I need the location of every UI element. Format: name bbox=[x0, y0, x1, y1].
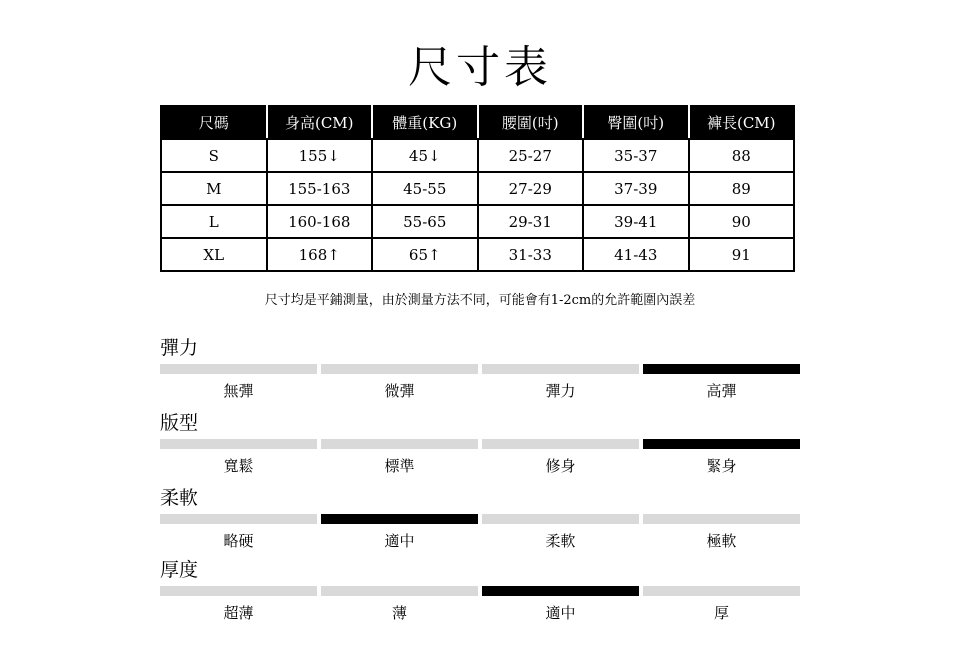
scale-bar bbox=[160, 586, 800, 596]
scale-labels bbox=[160, 380, 800, 401]
section-thickness bbox=[160, 558, 800, 623]
scale-segment bbox=[321, 439, 478, 449]
page-title: 尺寸表 bbox=[408, 42, 552, 93]
scale-segment bbox=[160, 439, 317, 449]
table-cell: L bbox=[161, 205, 267, 238]
table-cell: M bbox=[161, 172, 267, 205]
table-cell: 65↑ bbox=[372, 238, 478, 271]
table-cell: 89 bbox=[689, 172, 795, 205]
scale-label: 極軟 bbox=[706, 532, 737, 550]
table-cell: S bbox=[161, 139, 267, 172]
scale-labels bbox=[160, 602, 800, 623]
section-softness bbox=[160, 486, 800, 551]
scale-label: 彈力 bbox=[545, 382, 576, 400]
section-title: 厚度 bbox=[160, 559, 199, 581]
scale-label: 適中 bbox=[545, 604, 576, 622]
scale-segment bbox=[321, 586, 478, 596]
table-cell: 155-163 bbox=[267, 172, 373, 205]
scale-segment bbox=[643, 514, 800, 524]
header-waist: 腰圍(吋) bbox=[478, 106, 584, 139]
table-cell: 168↑ bbox=[267, 238, 373, 271]
scale-label: 微彈 bbox=[384, 382, 415, 400]
header-length: 褲長(CM) bbox=[689, 106, 795, 139]
scale-label: 寬鬆 bbox=[223, 457, 254, 475]
size-table bbox=[160, 105, 795, 272]
header-size: 尺碼 bbox=[161, 106, 267, 139]
table-cell: 90 bbox=[689, 205, 795, 238]
scale-label: 厚 bbox=[713, 604, 729, 622]
scale-segment-selected bbox=[482, 586, 639, 596]
header-hip: 臀圍(吋) bbox=[583, 106, 689, 139]
table-row bbox=[161, 205, 794, 238]
table-cell: 41-43 bbox=[583, 238, 689, 271]
scale-label: 柔軟 bbox=[545, 532, 576, 550]
section-title: 版型 bbox=[160, 412, 199, 434]
section-title: 柔軟 bbox=[160, 487, 199, 509]
scale-segment-selected bbox=[643, 439, 800, 449]
scale-segment bbox=[321, 364, 478, 374]
scale-segment-selected bbox=[643, 364, 800, 374]
scale-label: 無彈 bbox=[223, 382, 254, 400]
table-cell: 155↓ bbox=[267, 139, 373, 172]
scale-bar bbox=[160, 439, 800, 449]
table-cell: 35-37 bbox=[583, 139, 689, 172]
scale-label: 薄 bbox=[391, 604, 407, 622]
table-cell: 39-41 bbox=[583, 205, 689, 238]
scale-label: 超薄 bbox=[223, 604, 254, 622]
scale-labels bbox=[160, 455, 800, 476]
scale-segment bbox=[482, 364, 639, 374]
section-title: 彈力 bbox=[160, 337, 199, 359]
scale-segment bbox=[482, 439, 639, 449]
section-elasticity bbox=[160, 336, 800, 401]
table-row bbox=[161, 139, 794, 172]
table-cell: 29-31 bbox=[478, 205, 584, 238]
scale-segment bbox=[160, 586, 317, 596]
table-cell: 88 bbox=[689, 139, 795, 172]
table-row bbox=[161, 238, 794, 271]
section-fit bbox=[160, 411, 800, 476]
table-header-row bbox=[161, 106, 794, 139]
table-cell: 31-33 bbox=[478, 238, 584, 271]
table-row bbox=[161, 172, 794, 205]
table-cell: 45↓ bbox=[372, 139, 478, 172]
table-cell: 45-55 bbox=[372, 172, 478, 205]
scale-label: 緊身 bbox=[706, 457, 737, 475]
table-cell: 27-29 bbox=[478, 172, 584, 205]
table-cell: 37-39 bbox=[583, 172, 689, 205]
scale-label: 略硬 bbox=[223, 532, 254, 550]
table-cell: 160-168 bbox=[267, 205, 373, 238]
table-cell: 55-65 bbox=[372, 205, 478, 238]
scale-segment bbox=[482, 514, 639, 524]
scale-label: 高彈 bbox=[706, 382, 737, 400]
scale-segment bbox=[160, 364, 317, 374]
header-weight: 體重(KG) bbox=[372, 106, 478, 139]
measurement-note: 尺寸均是平鋪測量，由於測量方法不同，可能會有1-2cm的允許範圍內誤差 bbox=[264, 293, 696, 308]
scale-bar bbox=[160, 514, 800, 524]
scale-segment-selected bbox=[321, 514, 478, 524]
table-cell: XL bbox=[161, 238, 267, 271]
scale-label: 修身 bbox=[545, 457, 576, 475]
header-height: 身高(CM) bbox=[267, 106, 373, 139]
scale-bar bbox=[160, 364, 800, 374]
table-cell: 91 bbox=[689, 238, 795, 271]
scale-label: 適中 bbox=[384, 532, 415, 550]
scale-segment bbox=[643, 586, 800, 596]
scale-label: 標準 bbox=[384, 457, 415, 475]
scale-labels bbox=[160, 530, 800, 551]
table-cell: 25-27 bbox=[478, 139, 584, 172]
scale-segment bbox=[160, 514, 317, 524]
